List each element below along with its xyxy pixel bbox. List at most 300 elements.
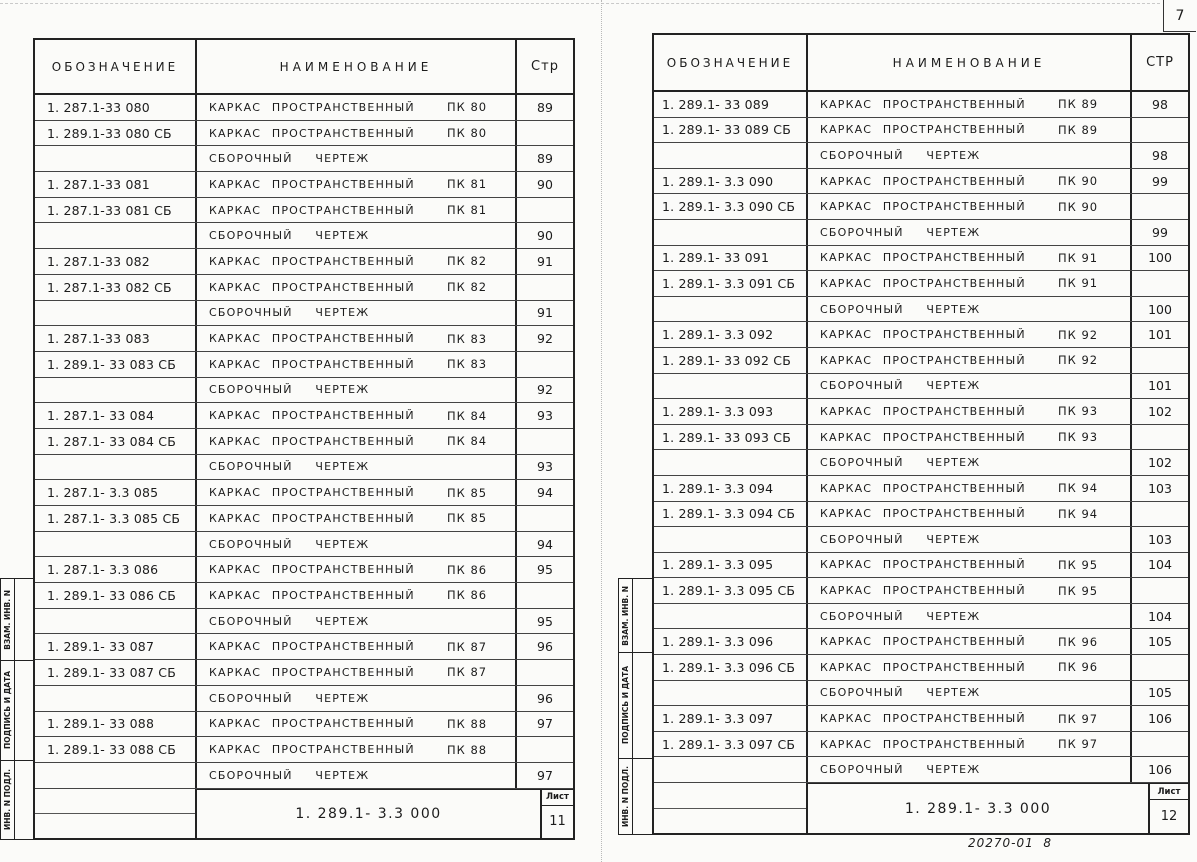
name-text: СБОРОЧНЫЙ ЧЕРТЕЖ: [820, 225, 981, 239]
page-number: [1132, 655, 1188, 680]
sheet-label: Лист: [542, 790, 573, 806]
name-cell: [808, 757, 1132, 782]
name-cell: [197, 583, 517, 608]
page-number: 106: [1148, 762, 1172, 778]
name-cell: [808, 629, 1132, 654]
stamp-label: [619, 579, 633, 652]
mark-text: ПК 84: [447, 434, 488, 449]
mark-text: ПК 82: [447, 254, 488, 269]
name-cell: [197, 429, 517, 454]
name-text: КАРКАС ПРОСТРАНСТВЕННЫЙ: [820, 660, 1026, 674]
page-number: [1132, 732, 1188, 757]
name-text: КАРКАС ПРОСТРАНСТВЕННЫЙ: [820, 430, 1026, 444]
designation-cell: [654, 143, 808, 168]
page-number: 93: [537, 459, 553, 475]
title-block-code: 1. 289.1- 3.3 000: [197, 789, 542, 838]
stamp-blank-field: [15, 761, 33, 839]
mark-text: ПК 89: [1058, 97, 1099, 112]
name-text: КАРКАС ПРОСТРАНСТВЕННЫЙ: [820, 507, 1026, 521]
table-row: [35, 686, 573, 712]
designation-cell: 1. 287.1- 3.3 085 СБ: [35, 506, 197, 531]
stamp-cell: [1, 579, 33, 661]
name-cell: [808, 527, 1132, 552]
name-cell: [197, 634, 517, 659]
page-number: 102: [1148, 403, 1172, 419]
mark-text: ПК 83: [447, 331, 488, 346]
table-row: [654, 246, 1188, 272]
designation-cell: 1. 287.1- 3.3 086: [35, 557, 197, 582]
mark-text: ПК 88: [447, 716, 488, 731]
mark-text: ПК 91: [1058, 250, 1099, 265]
name-text: КАРКАС ПРОСТРАНСТВЕННЫЙ: [209, 434, 415, 448]
page-number: 100: [1148, 250, 1172, 266]
designation-cell: 1. 289.1- 3.3 094 СБ: [654, 502, 808, 527]
name-cell: [197, 480, 517, 505]
name-cell: [808, 348, 1132, 373]
name-cell: [197, 532, 517, 557]
name-cell: [808, 322, 1132, 347]
designation-cell: [35, 378, 197, 403]
name-text: КАРКАС ПРОСТРАНСТВЕННЫЙ: [209, 332, 415, 346]
name-text: КАРКАС ПРОСТРАНСТВЕННЫЙ: [820, 97, 1026, 111]
page-number: [517, 121, 573, 146]
name-text: СБОРОЧНЫЙ ЧЕРТЕЖ: [820, 148, 981, 162]
name-cell: [808, 399, 1132, 424]
page-number: 98: [1152, 96, 1168, 112]
page-number: 101: [1148, 378, 1172, 394]
index-sheet-left: [33, 38, 575, 840]
name-text: СБОРОЧНЫЙ ЧЕРТЕЖ: [209, 691, 370, 705]
table-row: [35, 301, 573, 327]
designation-cell: 1. 289.1- 3.3 096: [654, 629, 808, 654]
title-block-blank: [35, 789, 197, 838]
title-block-blank: [654, 783, 808, 833]
stamp-blank-field: [633, 653, 652, 758]
name-cell: [197, 223, 517, 248]
header-name: НАИМЕНОВАНИЕ: [197, 40, 517, 93]
mark-text: ПК 87: [447, 639, 488, 654]
name-text: КАРКАС ПРОСТРАНСТВЕННЫЙ: [209, 126, 415, 140]
page-number: 101: [1148, 327, 1172, 343]
table-row: [654, 118, 1188, 144]
page-number: 103: [1148, 480, 1172, 496]
page-number: 90: [537, 176, 553, 192]
designation-cell: 1. 289.1- 3.3 095 СБ: [654, 578, 808, 603]
designation-cell: [35, 763, 197, 788]
table-row: [35, 557, 573, 583]
page-number: 99: [1152, 173, 1168, 189]
table-row: [654, 425, 1188, 451]
corner-number: 7: [1175, 7, 1185, 24]
mark-text: ПК 97: [1058, 711, 1099, 726]
designation-cell: [654, 527, 808, 552]
name-text: КАРКАС ПРОСТРАНСТВЕННЫЙ: [820, 584, 1026, 598]
name-text: СБОРОЧНЫЙ ЧЕРТЕЖ: [209, 460, 370, 474]
page-number: 95: [537, 613, 553, 629]
name-text: КАРКАС ПРОСТРАНСТВЕННЫЙ: [209, 357, 415, 371]
table-row: [654, 271, 1188, 297]
name-text: КАРКАС ПРОСТРАНСТВЕННЫЙ: [820, 276, 1026, 290]
table-row: [654, 297, 1188, 323]
page-number: 90: [537, 228, 553, 244]
designation-cell: 1. 287.1-33 082 СБ: [35, 275, 197, 300]
header-designation: ОБОЗНАЧЕНИЕ: [35, 40, 197, 93]
stamp-label-text: ВЗАМ. ИНВ. N: [3, 589, 12, 650]
table-row: [654, 399, 1188, 425]
table-row: [654, 655, 1188, 681]
name-cell: [197, 172, 517, 197]
table-row: [654, 374, 1188, 400]
table-row: [654, 604, 1188, 630]
designation-cell: 1. 287.1-33 082: [35, 249, 197, 274]
mark-text: ПК 87: [447, 665, 488, 680]
name-text: КАРКАС ПРОСТРАНСТВЕННЫЙ: [209, 588, 415, 602]
name-cell: [808, 220, 1132, 245]
stamp-cell: [619, 759, 652, 834]
mark-text: ПК 96: [1058, 660, 1099, 675]
name-cell: [808, 450, 1132, 475]
designation-cell: [35, 146, 197, 171]
name-cell: [808, 578, 1132, 603]
table-row: [35, 712, 573, 738]
name-text: СБОРОЧНЫЙ ЧЕРТЕЖ: [209, 306, 370, 320]
page-number: [1132, 425, 1188, 450]
designation-cell: 1. 289.1- 33 087: [35, 634, 197, 659]
table-row: [35, 121, 573, 147]
stamp-label-text: ВЗАМ. ИНВ. N: [621, 585, 630, 646]
corner-box: [1163, 0, 1196, 32]
sheet-label: Лист: [1150, 784, 1188, 800]
table-row: [35, 378, 573, 404]
mark-text: ПК 91: [1058, 276, 1099, 291]
header-designation: ОБОЗНАЧЕНИЕ: [654, 35, 808, 90]
stamp-blank-field: [15, 661, 33, 760]
designation-cell: 1. 287.1- 3.3 085: [35, 480, 197, 505]
mark-text: ПК 90: [1058, 174, 1099, 189]
designation-cell: 1. 289.1- 3.3 090: [654, 169, 808, 194]
stamp-label-text: ПОДПИСЬ И ДАТА: [3, 671, 12, 750]
table-row: [35, 763, 573, 789]
table-row: [654, 220, 1188, 246]
designation-cell: 1. 289.1- 33 091: [654, 246, 808, 271]
page-number: 102: [1148, 455, 1172, 471]
designation-cell: 1. 289.1- 33 093 СБ: [654, 425, 808, 450]
name-cell: [808, 732, 1132, 757]
table-body: [654, 92, 1188, 783]
name-cell: [197, 712, 517, 737]
designation-cell: [654, 450, 808, 475]
name-text: КАРКАС ПРОСТРАНСТВЕННЫЙ: [209, 177, 415, 191]
name-cell: [197, 95, 517, 120]
page-number: [517, 275, 573, 300]
name-text: СБОРОЧНЫЙ ЧЕРТЕЖ: [820, 379, 981, 393]
name-text: КАРКАС ПРОСТРАНСТВЕННЫЙ: [209, 511, 415, 525]
page-number: 96: [537, 639, 553, 655]
stamp-cell: [619, 653, 652, 759]
designation-cell: 1. 287.1- 33 084 СБ: [35, 429, 197, 454]
table-row: [35, 275, 573, 301]
designation-cell: 1. 289.1- 33 088: [35, 712, 197, 737]
table-row: [654, 553, 1188, 579]
name-text: КАРКАС ПРОСТРАНСТВЕННЫЙ: [820, 737, 1026, 751]
side-stamp-left: [0, 578, 34, 840]
table-header: [654, 35, 1188, 92]
table-row: [654, 757, 1188, 783]
table-row: [35, 198, 573, 224]
table-header: [35, 40, 573, 95]
name-text: КАРКАС ПРОСТРАНСТВЕННЫЙ: [209, 743, 415, 757]
name-text: КАРКАС ПРОСТРАНСТВЕННЫЙ: [820, 123, 1026, 137]
table-body: [35, 95, 573, 789]
name-text: КАРКАС ПРОСТРАНСТВЕННЫЙ: [209, 254, 415, 268]
page-number: [1132, 194, 1188, 219]
name-text: КАРКАС ПРОСТРАНСТВЕННЫЙ: [820, 635, 1026, 649]
designation-cell: 1. 287.1-33 080: [35, 95, 197, 120]
designation-cell: [654, 757, 808, 782]
name-cell: [808, 169, 1132, 194]
name-cell: [808, 297, 1132, 322]
name-cell: [808, 476, 1132, 501]
page-number: 105: [1148, 685, 1172, 701]
page-number: 94: [537, 536, 553, 552]
page-number: [1132, 578, 1188, 603]
page-number: 104: [1148, 608, 1172, 624]
table-row: [35, 326, 573, 352]
designation-cell: [654, 374, 808, 399]
table-row: [654, 706, 1188, 732]
mark-text: ПК 84: [447, 408, 488, 423]
page-number: 94: [537, 485, 553, 501]
stamp-cell: [619, 579, 652, 653]
name-cell: [808, 143, 1132, 168]
table-row: [35, 506, 573, 532]
designation-cell: [35, 455, 197, 480]
page-number: 91: [537, 305, 553, 321]
mark-text: ПК 89: [1058, 122, 1099, 137]
name-text: СБОРОЧНЫЙ ЧЕРТЕЖ: [820, 686, 981, 700]
page-number: [517, 198, 573, 223]
table-row: [35, 429, 573, 455]
page-number: 104: [1148, 557, 1172, 573]
designation-cell: [35, 301, 197, 326]
name-text: КАРКАС ПРОСТРАНСТВЕННЫЙ: [820, 353, 1026, 367]
mark-text: ПК 90: [1058, 199, 1099, 214]
table-row: [654, 476, 1188, 502]
stamp-cell: [1, 661, 33, 761]
name-cell: [808, 92, 1132, 117]
designation-cell: 1. 289.1- 3.3 091 СБ: [654, 271, 808, 296]
name-text: КАРКАС ПРОСТРАНСТВЕННЫЙ: [820, 558, 1026, 572]
name-text: СБОРОЧНЫЙ ЧЕРТЕЖ: [820, 763, 981, 777]
header-page: Стр: [531, 59, 559, 74]
designation-cell: 1. 289.1-33 080 СБ: [35, 121, 197, 146]
name-text: СБОРОЧНЫЙ ЧЕРТЕЖ: [209, 768, 370, 782]
page-number: 100: [1148, 301, 1172, 317]
scan-edge-line: [0, 3, 1160, 4]
name-cell: [808, 553, 1132, 578]
stamp-label: [1, 661, 15, 760]
name-cell: [808, 194, 1132, 219]
table-row: [654, 322, 1188, 348]
mark-text: ПК 94: [1058, 506, 1099, 521]
name-text: СБОРОЧНЫЙ ЧЕРТЕЖ: [820, 456, 981, 470]
page-number: 93: [537, 408, 553, 424]
mark-text: ПК 95: [1058, 583, 1099, 598]
mark-text: ПК 88: [447, 742, 488, 757]
mark-text: ПК 92: [1058, 353, 1099, 368]
page-number: 96: [537, 690, 553, 706]
designation-cell: 1. 289.1- 33 089: [654, 92, 808, 117]
name-text: КАРКАС ПРОСТРАНСТВЕННЫЙ: [209, 665, 415, 679]
name-cell: [197, 403, 517, 428]
stamp-blank-field: [633, 579, 652, 652]
mark-text: ПК 81: [447, 203, 488, 218]
table-row: [654, 732, 1188, 758]
mark-text: ПК 82: [447, 280, 488, 295]
stamp-label-text: ИНВ. N ПОДЛ.: [3, 769, 12, 831]
table-row: [35, 634, 573, 660]
table-row: [35, 455, 573, 481]
page-number: 106: [1148, 711, 1172, 727]
designation-cell: 1. 289.1- 3.3 094: [654, 476, 808, 501]
table-row: [654, 143, 1188, 169]
mark-text: ПК 97: [1058, 737, 1099, 752]
table-row: [654, 629, 1188, 655]
designation-cell: [654, 681, 808, 706]
mark-text: ПК 94: [1058, 481, 1099, 496]
name-cell: [197, 121, 517, 146]
designation-cell: 1. 289.1- 33 086 СБ: [35, 583, 197, 608]
table-row: [654, 194, 1188, 220]
page-number: [1132, 271, 1188, 296]
table-row: [35, 223, 573, 249]
mark-text: ПК 93: [1058, 404, 1099, 419]
mark-text: ПК 92: [1058, 327, 1099, 342]
stamp-cell: [1, 761, 33, 839]
table-row: [35, 532, 573, 558]
table-row: [654, 92, 1188, 118]
header-page: СТР: [1146, 55, 1174, 70]
page-number: [1132, 348, 1188, 373]
name-text: КАРКАС ПРОСТРАНСТВЕННЫЙ: [820, 174, 1026, 188]
table-row: [35, 609, 573, 635]
name-cell: [197, 198, 517, 223]
title-block: [654, 783, 1188, 833]
side-stamp-right: [618, 578, 653, 835]
table-row: [654, 578, 1188, 604]
table-row: [35, 403, 573, 429]
page-number: [517, 429, 573, 454]
mark-text: ПК 80: [447, 100, 488, 115]
stamp-blank-field: [15, 579, 33, 660]
table-row: [35, 172, 573, 198]
page-number: [517, 737, 573, 762]
stamp-label: [1, 579, 15, 660]
name-text: КАРКАС ПРОСТРАНСТВЕННЫЙ: [209, 280, 415, 294]
name-cell: [808, 706, 1132, 731]
mark-text: ПК 83: [447, 357, 488, 372]
sheet-number-box: [542, 789, 573, 838]
page-number: 89: [537, 151, 553, 167]
name-cell: [197, 506, 517, 531]
designation-cell: 1. 289.1- 3.3 097: [654, 706, 808, 731]
name-text: СБОРОЧНЫЙ ЧЕРТЕЖ: [209, 229, 370, 243]
name-text: СБОРОЧНЫЙ ЧЕРТЕЖ: [209, 614, 370, 628]
page-number: 99: [1152, 224, 1168, 240]
designation-cell: [35, 532, 197, 557]
name-text: КАРКАС ПРОСТРАНСТВЕННЫЙ: [209, 640, 415, 654]
page-number: 95: [537, 562, 553, 578]
stamp-label-text: ПОДПИСЬ И ДАТА: [621, 666, 630, 745]
name-cell: [197, 146, 517, 171]
name-cell: [197, 557, 517, 582]
page-number: 89: [537, 99, 553, 115]
designation-cell: 1. 289.1- 33 083 СБ: [35, 352, 197, 377]
mark-text: ПК 95: [1058, 557, 1099, 572]
name-cell: [197, 660, 517, 685]
name-cell: [197, 326, 517, 351]
name-text: СБОРОЧНЫЙ ЧЕРТЕЖ: [820, 302, 981, 316]
page-number: [1132, 502, 1188, 527]
name-cell: [808, 604, 1132, 629]
designation-cell: 1. 287.1-33 081: [35, 172, 197, 197]
page-number: 103: [1148, 531, 1172, 547]
name-cell: [197, 275, 517, 300]
mark-text: ПК 96: [1058, 634, 1099, 649]
name-cell: [197, 378, 517, 403]
page-number: [1132, 118, 1188, 143]
title-block-divider: [35, 813, 195, 814]
table-row: [35, 737, 573, 763]
name-cell: [808, 374, 1132, 399]
table-row: [35, 249, 573, 275]
document-code: 20270-01 8: [968, 836, 1053, 850]
title-block-divider: [654, 808, 806, 809]
table-row: [35, 352, 573, 378]
name-cell: [808, 246, 1132, 271]
mark-text: ПК 85: [447, 485, 488, 500]
page-number: [517, 583, 573, 608]
designation-cell: 1. 289.1- 33 092 СБ: [654, 348, 808, 373]
page-number: 97: [537, 767, 553, 783]
mark-text: ПК 86: [447, 588, 488, 603]
designation-cell: 1. 289.1- 3.3 092: [654, 322, 808, 347]
designation-cell: 1. 289.1- 3.3 095: [654, 553, 808, 578]
name-cell: [808, 271, 1132, 296]
table-row: [35, 480, 573, 506]
name-text: СБОРОЧНЫЙ ЧЕРТЕЖ: [209, 152, 370, 166]
name-cell: [197, 455, 517, 480]
table-row: [654, 169, 1188, 195]
name-text: КАРКАС ПРОСТРАНСТВЕННЫЙ: [209, 203, 415, 217]
table-row: [654, 681, 1188, 707]
table-row: [35, 146, 573, 172]
page-number: 91: [537, 253, 553, 269]
mark-text: ПК 86: [447, 562, 488, 577]
name-text: КАРКАС ПРОСТРАНСТВЕННЫЙ: [820, 328, 1026, 342]
name-cell: [197, 301, 517, 326]
page-number: [517, 352, 573, 377]
page-number: 98: [1152, 147, 1168, 163]
designation-cell: 1. 287.1-33 081 СБ: [35, 198, 197, 223]
page-number: [517, 660, 573, 685]
name-cell: [808, 118, 1132, 143]
sheet-number: 11: [549, 814, 566, 830]
designation-cell: [654, 604, 808, 629]
page-fold-line: [601, 0, 602, 862]
name-text: СБОРОЧНЫЙ ЧЕРТЕЖ: [820, 609, 981, 623]
designation-cell: 1. 287.1- 33 084: [35, 403, 197, 428]
